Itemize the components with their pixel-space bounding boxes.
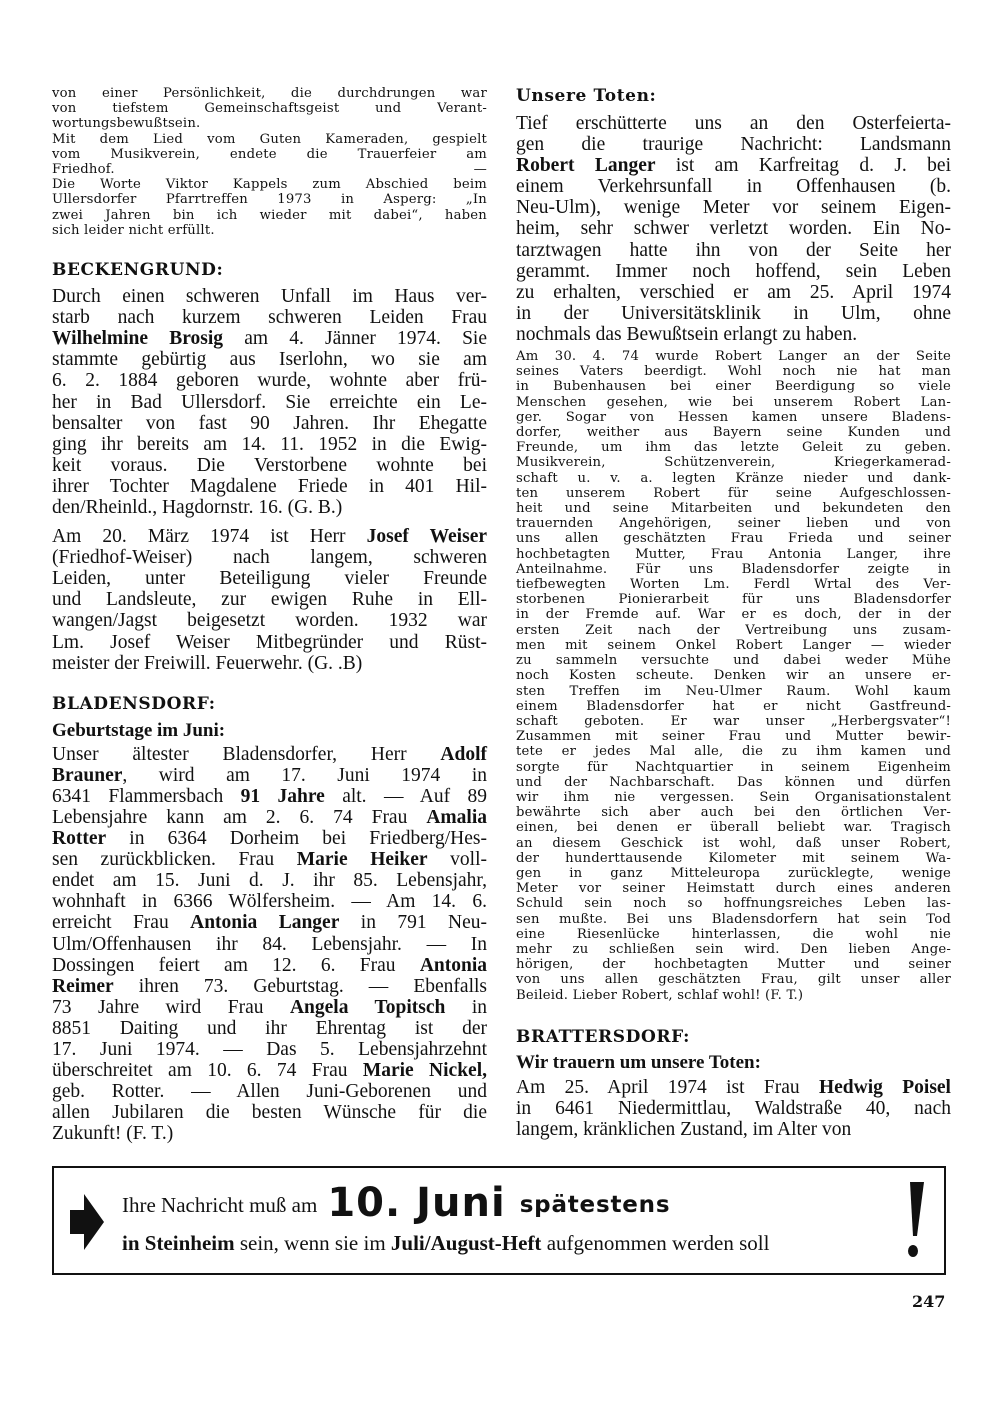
text-line: geb. Rotter. — Allen Juni-Geborenen und (52, 1081, 487, 1103)
text-segment: in 791 Neu- (339, 912, 487, 934)
text-line: Neu-Ulm), wenige Meter vor seinem Eigen- (516, 197, 951, 219)
unsere-toten-paragraph-1 (516, 113, 951, 345)
text-segment: Am 20. März 1974 ist Herr (52, 526, 367, 548)
text-segment: , wird am 17. Juni 1974 in (122, 764, 487, 786)
bold-name: Brauner (52, 764, 123, 786)
text-line (52, 786, 487, 807)
bold-name: Rotter (52, 828, 107, 850)
notice-issue: Juli/August-Heft (390, 1231, 542, 1255)
text-line: wangen/Jagst beigesetzt worden. 1932 war (52, 610, 487, 632)
text-line: in der Fremde auf. War er es doch, der in der (516, 607, 951, 623)
subheading-wir-trauern: Wir trauern um unsere Toten: (516, 1051, 761, 1073)
text-line: Zusammen mit seiner Frau und Mutter bewir- (516, 729, 951, 745)
text-line: Zukunft! (F. T.) (52, 1123, 174, 1145)
text-segment: ihren 73. Geburtstag. — Ebenfalls (113, 975, 487, 997)
section-heading-brattersdorf: BRATTERSDORF: (516, 1026, 691, 1047)
text-line (52, 328, 487, 349)
text-line (516, 155, 951, 176)
text-segment: Lebensjahre kann am 2. 6. 74 Frau (52, 807, 427, 828)
section-heading-bladensdorf: BLADENSDORF: (52, 693, 216, 714)
beckengrund-paragraph-2 (52, 526, 487, 674)
text-line: an diesem Geschick ist wohl, daß unser Robert, (516, 835, 951, 851)
text-line: einem Bladensdorfer hat er nicht Gastfreund- (516, 698, 951, 714)
text-segment: in 6364 Dorheim bei Friedberg/Hes- (106, 828, 487, 850)
text-line: Tief erschütterte uns an den Osterfeierta- (516, 113, 951, 134)
text-line: nochmals das Bewußtsein erlangt zu haben. (516, 323, 858, 345)
text-segment: erreicht Frau (52, 912, 191, 934)
text-line: heim, sehr schwer verletzt worden. Ein No- (516, 218, 951, 240)
text-line: bensalter von fast 90 Jahren. Ihr Ehegatte (52, 412, 487, 434)
text-line: wir ihm nie vergessen. Sein Organisationstalent (516, 789, 951, 805)
section-heading-beckengrund: BECKENGRUND: (52, 260, 224, 281)
text-line: men mit seinem Onkel Robert Langer — wieder (516, 637, 951, 653)
bold-name: Antonia Langer (190, 912, 340, 934)
text-line: Beileid. Lieber Robert, schlaf wohl! (F. T.) (516, 987, 804, 1003)
text-segment: überschreitet am 10. 6. 74 Frau (52, 1060, 363, 1082)
text-line: schaft u. v. a. legten Kränze nieder und dank- (516, 470, 951, 486)
text-line: bewährte sich aber auch bei den örtlichen Ver- (516, 805, 951, 821)
arrow-right-icon (70, 1194, 104, 1250)
text-segment: ist am Karfreitag d. J. bei (655, 155, 951, 177)
notice-pre: Ihre Nachricht muß am (122, 1193, 318, 1217)
text-line: sich leider nicht erfüllt. (52, 222, 215, 238)
text-line (516, 1077, 951, 1098)
text-line: den/Rheinld., Hagdornstr. 16. (G. B.) (52, 496, 343, 518)
text-line: Anteilnahme. Für uns Bladensdorfer zeigte in (516, 561, 951, 577)
bold-name: 91 Jahre (240, 785, 325, 807)
text-line (52, 1060, 487, 1081)
text-line: gen die traurige Nachricht: Landsmann (516, 134, 951, 156)
bold-name: Angela Topitsch (289, 996, 446, 1018)
text-line: her in Bad Ullersdorf. Sie erreichte ein Le- (52, 391, 487, 413)
text-line: einem Verkehrsunfall in Offenhausen (b. (516, 176, 951, 198)
text-line: mehr zu schließen sein wird. Den lieben Ange- (516, 941, 951, 957)
text-line (52, 997, 487, 1018)
text-line (52, 765, 487, 786)
text-line: Menschen gesehen, wie bei unserem Robert Lan- (516, 394, 951, 410)
text-line: hochbetagten Mutter, Frau Antonia Langer, ihre (516, 546, 951, 562)
text-line: dorfer, weither aus Bayern seine Kunden und (516, 425, 951, 441)
bold-name: Adolf (440, 743, 487, 765)
text-line: Schuld sein noch so hoffnungsreiches Leben las- (516, 896, 951, 912)
page-number: 247 (912, 1292, 946, 1311)
deadline-notice-box (52, 1166, 946, 1275)
text-segment: am 4. Jänner 1974. Sie (223, 328, 487, 350)
text-line: ihrer Tochter Magdalene Friede in 401 Hil- (52, 475, 487, 497)
bold-name: Wilhelmine Brosig (52, 328, 224, 350)
text-line: tarztwagen hatte ihn von der Seite her (516, 239, 951, 261)
text-line: Friedhof. — (52, 162, 487, 178)
text-line: langem, kränklichen Zustand, im Alter von (516, 1118, 852, 1140)
notice-post: spätestens (519, 1192, 671, 1218)
text-line: Durch einen schweren Unfall im Haus ver- (52, 286, 487, 308)
bold-name: Reimer (52, 975, 114, 997)
text-line: von tiefstem Gemeinschaftsgeist und Verant- (52, 101, 487, 117)
text-line: endet am 15. Juni d. J. ihr 85. Lebensjahr, (52, 870, 487, 892)
text-line: Musikverein, Schützenverein, Kriegerkamerad- (516, 455, 951, 471)
text-line: in der Universitätsklinik in Ulm, ohne (516, 302, 951, 324)
text-segment: sen zurückblicken. Frau (52, 849, 297, 871)
text-line: Am 30. 4. 74 wurde Robert Langer an der Seite (516, 349, 951, 365)
text-line: vom Musikverein, endete die Trauerfeier am (52, 146, 487, 162)
left-column (52, 86, 487, 1145)
text-line (52, 912, 487, 933)
text-line (52, 744, 487, 765)
notice-mid: sein, wenn sie im (239, 1231, 386, 1255)
text-segment: Am 25. April 1974 ist Frau (516, 1076, 819, 1098)
text-line: zwei Jahren bin ich wieder mit dabei“, haben (52, 207, 487, 223)
text-line (52, 828, 487, 849)
bold-name: Amalia (426, 807, 487, 828)
section-heading-unsere-toten: Unsere Toten: (516, 86, 657, 106)
text-segment: alt. — Auf 89 (324, 785, 487, 807)
text-line: (Friedhof-Weiser) nach langem, schweren (52, 547, 487, 569)
text-line: Ullersdorfer Pfarrtreffen 1973 in Asperg: „In (52, 192, 487, 208)
text-segment: in (445, 996, 487, 1018)
brattersdorf-paragraph (516, 1077, 951, 1140)
notice-line-1 (122, 1180, 670, 1226)
text-line: sorgte für Nachtquartier in seinem Eigenheim (516, 759, 951, 775)
notice-place: in Steinheim (122, 1231, 235, 1255)
text-line: schaft geboten. Er war unser „Herbergsvater“! (516, 713, 951, 729)
notice-end: aufgenommen werden soll (546, 1231, 770, 1255)
text-line: in Bubenhausen bei einer Beerdigung so viele (516, 379, 951, 395)
text-line: storbenen Pionierarbeit für uns Bladensdorfer (516, 592, 951, 608)
text-line: seines Vaters beerdigt. Wohl noch nie hat man (516, 364, 951, 380)
bold-name: Antonia (419, 954, 487, 976)
text-line (52, 526, 487, 547)
text-line: zu erhalten, verschied er am 25. April 1974 (516, 281, 951, 303)
intro-paragraph (52, 86, 487, 238)
text-line: Ulm/Offenhausen ihr 84. Lebensjahr. — In (52, 933, 487, 955)
text-line: ging ihr bereits am 14. 11. 1952 in die Ewig- (52, 433, 487, 455)
exclamation-text: ! (904, 1182, 905, 1183)
text-line (52, 849, 487, 870)
text-line: Lm. Josef Weiser Mitbegründer und Rüst- (52, 631, 487, 653)
bladensdorf-paragraph (52, 744, 487, 1145)
text-line: uns allen geschätzten Frau Frieda und seiner (516, 531, 951, 547)
notice-date: 10. Juni (327, 1180, 506, 1226)
text-line: heit und seine Mitarbeiten und bekundeten den (516, 501, 951, 517)
text-segment: 73 Jahre wird Frau (52, 996, 290, 1018)
text-line: zu sammeln versuchte und dabei weder Mühe (516, 653, 951, 669)
text-line: 6. 2. 1884 geboren wurde, wohnte aber frü- (52, 370, 487, 392)
text-line: sen mußte. Bei uns Bladensdorfern hat sein Tod (516, 911, 951, 927)
text-line: der hunderttausende Kilometer mit seinem Wa- (516, 850, 951, 866)
text-line: 17. Juni 1974. — Das 5. Lebensjahrzehnt (52, 1039, 487, 1061)
text-line: gen in ganz Mitteleuropa zurücklegte, wenige (516, 865, 951, 881)
text-segment: Dossingen feiert am 12. 6. Frau (52, 954, 420, 976)
exclamation-mark-icon (904, 1182, 926, 1262)
text-line: in 6461 Niedermittlau, Waldstraße 40, nach (516, 1097, 951, 1119)
text-line: starb nach kurzem schweren Leiden Frau (52, 307, 487, 329)
text-line: allen Jubilaren die besten Wünsche für die (52, 1102, 487, 1124)
text-line: Freunde, um ihm das letzte Geleit zu geben. (516, 440, 951, 456)
notice-line-2 (122, 1231, 769, 1256)
text-segment: 6341 Flammersbach (52, 785, 241, 807)
text-line: tiefbewegten Worten Lm. Ferdl Wrtal des Ver- (516, 577, 951, 593)
text-line: meister der Freiwill. Feuerwehr. (G. .B) (52, 652, 363, 674)
text-line (52, 807, 487, 828)
bold-name: Marie Nickel, (362, 1060, 488, 1082)
bold-name: Hedwig Poisel (818, 1076, 951, 1098)
bold-name: Robert Langer (516, 155, 656, 177)
bold-name: Marie Heiker (296, 849, 428, 871)
text-line (52, 955, 487, 976)
right-column (516, 86, 951, 1140)
text-line: Leiden, unter Beteiligung vieler Freunde (52, 568, 487, 590)
text-line: trauernden Angehörigen, seiner lieben und von (516, 516, 951, 532)
text-line: Die Worte Viktor Kappels zum Abschied beim (52, 177, 487, 193)
beckengrund-paragraph-1 (52, 286, 487, 518)
text-line: wohnhaft in 6366 Wölfersheim. — Am 14. 6. (52, 891, 487, 913)
text-line: stammte gebürtig aus Iserlohn, wo sie am (52, 349, 487, 371)
text-line: wortungsbewußtsein. (52, 116, 201, 132)
text-line: tete er jedes Mal alle, die zu ihm kamen und (516, 744, 951, 760)
text-line: eine Riesenlücke hinterlassen, die wohl nie (516, 926, 951, 942)
text-segment: Unser ältester Bladensdorfer, Herr (52, 743, 441, 765)
text-line: ersten Zeit nach der Vertreibung uns zusam- (516, 622, 951, 638)
subheading-geburtstage: Geburtstage im Juni: (52, 719, 226, 741)
text-line: Mit dem Lied vom Guten Kameraden, gespielt (52, 131, 487, 147)
text-line: 8851 Daiting und ihr Ehrentag ist der (52, 1017, 487, 1039)
text-line (52, 976, 487, 997)
bold-name: Josef Weiser (366, 526, 488, 548)
text-line: und der Nachbarschaft. Das können und dürfen (516, 774, 951, 790)
text-line: hörigen, der hochbetagten Mutter und seiner (516, 957, 951, 973)
text-line: noch Kosten scheute. Denken wir an unsere er- (516, 668, 951, 684)
text-line: Meter vor seiner Heimstatt durch eines anderen (516, 881, 951, 897)
text-line: einen, bei denen er überall beliebt war. Tragisch (516, 820, 951, 836)
text-line: ger. Sogar von Hessen kamen unsere Bladens- (516, 409, 951, 425)
unsere-toten-paragraph-2 (516, 349, 951, 1003)
text-line: von uns allen geschätzten Frau, gilt unser aller (516, 972, 951, 988)
text-line: gerammt. Immer noch hoffend, sein Leben (516, 260, 951, 282)
text-line: keit voraus. Die Verstorbene wohnte bei (52, 454, 487, 476)
text-line: von einer Persönlichkeit, die durchdrungen war (52, 86, 487, 101)
text-line: sten Treffen im Neu-Ulmer Raum. Wohl kaum (516, 683, 951, 699)
text-segment: voll- (427, 849, 487, 871)
text-line: ten unserem Robert für seine Aufgeschlossen- (516, 485, 951, 501)
text-line: und Landsleute, zur ewigen Ruhe in Ell- (52, 589, 487, 611)
